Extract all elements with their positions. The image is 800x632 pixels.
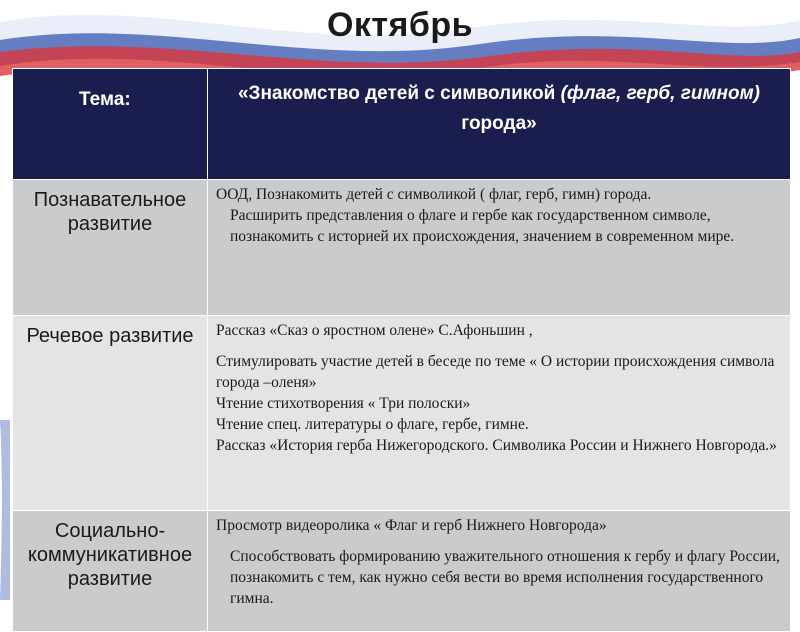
page-title: Октябрь: [326, 6, 474, 44]
row-line: Чтение стихотворения « Три полоски»: [216, 395, 471, 412]
plan-table: [12, 68, 791, 632]
table-row: [13, 180, 791, 316]
row-line: Чтение спец. литературы о флаге, гербе, гимне.: [216, 416, 529, 433]
header-label: Тема:: [13, 69, 208, 180]
row-label: Социально-коммуникативное развитие: [13, 511, 208, 632]
row-line: ООД, Познакомить детей с символикой ( флаг, герб, гимн) города.: [216, 186, 652, 203]
row-content: [208, 511, 791, 632]
row-content: [208, 180, 791, 316]
table-header-row: [13, 69, 791, 180]
theme-open: «Знакомство детей с символикой: [237, 83, 561, 104]
table-row: [13, 316, 791, 511]
row-label: Познавательное развитие: [13, 180, 208, 316]
row-line: Способствовать формированию уважительного отношения к гербу и флагу России, познакомить с тем, как нужно себя вести во время исполнения государственного гимна.: [230, 548, 780, 607]
row-label: Речевое развитие: [13, 316, 208, 511]
row-line: Рассказ «История герба Нижегородского. Символика России и Нижнего Новгорода.»: [216, 437, 777, 454]
theme-close: города»: [461, 113, 537, 134]
theme-italic: (флаг, герб, гимном): [560, 83, 761, 104]
row-line: Стимулировать участие детей в беседе по теме « О истории происхождения символа города –оленя»: [216, 353, 775, 391]
row-content: [208, 316, 791, 511]
header-theme: [208, 69, 791, 180]
row-line: Рассказ «Сказ о яростном олене» С.Афоньшин ,: [216, 322, 533, 339]
row-line: Расширить представления о флаге и гербе как государственном символе, познакомить с историей их происхождения, значением в современном мире.: [230, 207, 735, 245]
row-line: Просмотр видеоролика « Флаг и герб Нижнего Новгорода»: [216, 517, 607, 534]
table-row: [13, 511, 791, 632]
